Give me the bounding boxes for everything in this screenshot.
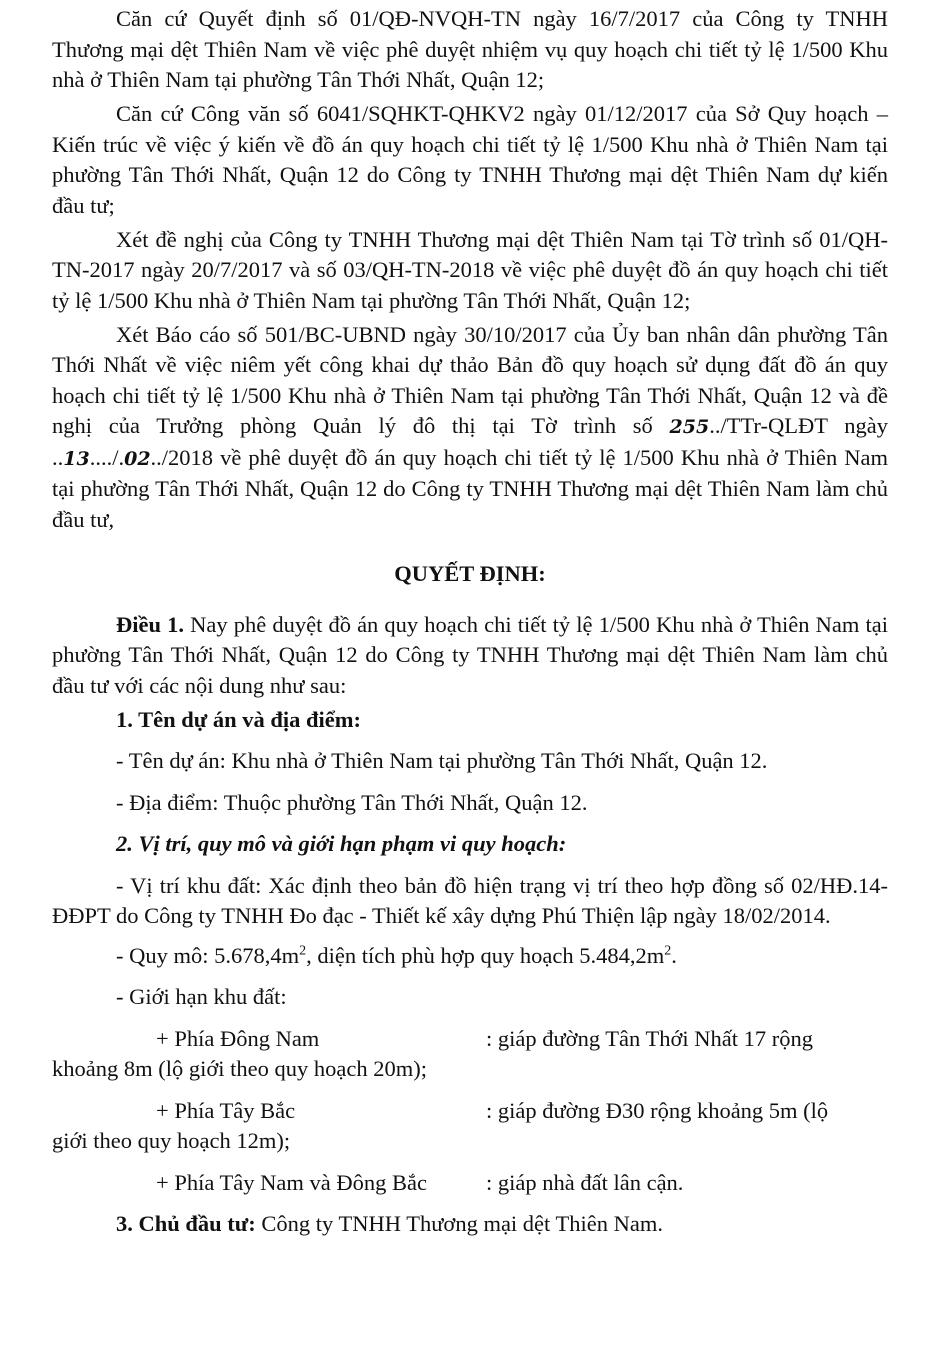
recital-ward-report-text: ../TTr-QLĐT ngày .. bbox=[52, 413, 888, 470]
site-scale bbox=[52, 941, 888, 972]
article-1 bbox=[52, 610, 888, 702]
site-limits-title: - Giới hạn khu đất: bbox=[116, 984, 287, 1009]
superscript: 2 bbox=[299, 943, 307, 958]
limit-northwest-cont: giới theo quy hoạch 12m); bbox=[52, 1128, 291, 1153]
limit-northwest bbox=[52, 1096, 888, 1127]
article-1-label: Điều 1. bbox=[116, 611, 184, 637]
project-location: - Địa điểm: Thuộc phường Tân Thới Nhất, Quận 12. bbox=[116, 789, 588, 815]
section-1-title: 1. Tên dự án và địa điểm: bbox=[116, 706, 362, 732]
limit-desc: : giáp đường Tân Thới Nhất 17 rộng bbox=[486, 1025, 813, 1051]
recital-ward-report-text: ../2018 về phê duyệt đồ án quy hoạch chi tiết tỷ lệ 1/500 Khu nhà ở Thiên Nam tại phường Tân Thới Nhất, Quận 12 do Công ty TNHH Thương mại dệt Thiên Nam làm chủ đầu tư, bbox=[52, 444, 888, 532]
handwritten-number: 255 bbox=[669, 416, 710, 438]
section-3-text: Công ty TNHH Thương mại dệt Thiên Nam. bbox=[255, 1211, 663, 1236]
limit-southwest-northeast bbox=[52, 1168, 888, 1199]
recital-decision: Căn cứ Quyết định số 01/QĐ-NVQH-TN ngày 16/7/2017 của Công ty TNHH Thương mại dệt Thiên Nam về việc phê duyệt nhiệm vụ quy hoạch chi tiết tỷ lệ 1/500 Khu nhà ở Thiên Nam tại phường Tân Thới Nhất, Quận 12; bbox=[52, 6, 888, 92]
limit-side: + Phía Đông Nam bbox=[156, 1025, 320, 1051]
site-scale-text: . bbox=[671, 942, 677, 968]
recital-official-letter: Căn cứ Công văn số 6041/SQHKT-QHKV2 ngày 01/12/2017 của Sở Quy hoạch – Kiến trúc về việc ý kiến về đồ án quy hoạch chi tiết tỷ lệ 1/500 Khu nhà ở Thiên Nam tại phường Tân Thới Nhất, Quận 12 do Công ty TNHH Thương mại dệt Thiên Nam dự kiến đầu tư; bbox=[52, 101, 888, 218]
recital-ward-report-text: Xét Báo cáo số 501/BC-UBND ngày 30/10/2017 của Ủy ban nhân dân phường Tân Thới Nhất về việc niêm yết công khai dự thảo Bản đồ quy hoạch sử dụng đất đồ án quy hoạch chi tiết tỷ lệ 1/500 Khu nhà ở Thiên Nam tại phường Tân Thới Nhất, Quận 12 và đề nghị của Trưởng phòng Quản lý đô thị tại Tờ trình số bbox=[52, 321, 888, 438]
article-1-text: Nay phê duyệt đồ án quy hoạch chi tiết tỷ lệ 1/500 Khu nhà ở Thiên Nam tại phường Tân Thới Nhất, Quận 12 do Công ty TNHH Thương mại dệt Thiên Nam làm chủ đầu tư với các nội dung như sau: bbox=[52, 611, 888, 698]
handwritten-month: 02 bbox=[124, 447, 151, 470]
site-position: - Vị trí khu đất: Xác định theo bản đồ hiện trạng vị trí theo hợp đồng số 02/HĐ.14-ĐĐPT do Công ty TNHH Đo đạc - Thiết kế xây dựng Phú Thiện lập ngày 18/02/2014. bbox=[52, 872, 888, 928]
site-scale-text: - Quy mô: 5.678,4m bbox=[116, 942, 300, 968]
section-3 bbox=[52, 1209, 888, 1240]
recital-company-proposal: Xét đề nghị của Công ty TNHH Thương mại dệt Thiên Nam tại Tờ trình số 01/QH-TN-2017 ngày 20/7/2017 và số 03/QH-TN-2018 về việc phê duyệt đồ án quy hoạch chi tiết tỷ lệ 1/500 Khu nhà ở Thiên Nam tại phường Tân Thới Nhất, Quận 12; bbox=[52, 226, 888, 313]
superscript: 2 bbox=[664, 943, 672, 958]
limit-side: + Phía Tây Bắc bbox=[156, 1097, 296, 1123]
limit-desc: : giáp nhà đất lân cận. bbox=[486, 1169, 684, 1195]
document-page bbox=[52, 4, 888, 1251]
site-scale-text: , diện tích phù hợp quy hoạch 5.484,2m bbox=[306, 942, 665, 968]
limit-side: + Phía Tây Nam và Đông Bắc bbox=[156, 1169, 427, 1195]
decision-heading: QUYẾT ĐỊNH: bbox=[394, 561, 546, 586]
limit-southeast-cont: khoảng 8m (lộ giới theo quy hoạch 20m); bbox=[52, 1056, 427, 1081]
project-name: - Tên dự án: Khu nhà ở Thiên Nam tại phường Tân Thới Nhất, Quận 12. bbox=[116, 748, 768, 773]
limit-southeast bbox=[52, 1024, 888, 1055]
recital-ward-report-text: ..../. bbox=[89, 444, 125, 470]
limit-desc: : giáp đường Đ30 rộng khoảng 5m (lộ bbox=[486, 1097, 829, 1123]
section-3-label: 3. Chủ đầu tư: bbox=[116, 1211, 256, 1236]
section-2-title: 2. Vị trí, quy mô và giới hạn phạm vi quy hoạch: bbox=[116, 831, 567, 856]
handwritten-day: 13 bbox=[63, 447, 90, 470]
recital-ward-report bbox=[52, 320, 888, 536]
